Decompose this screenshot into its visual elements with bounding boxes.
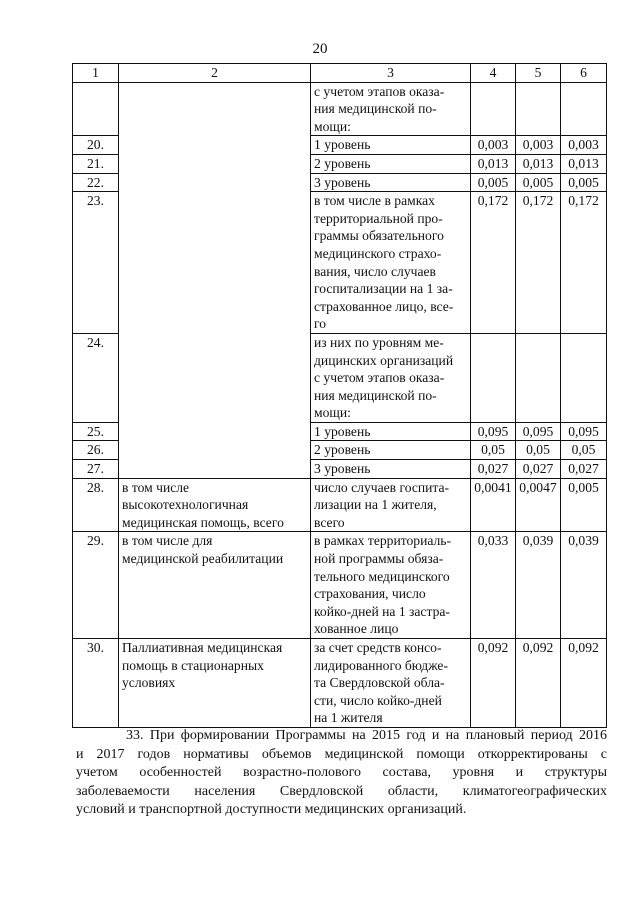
text-line: высокотехнологичная <box>122 497 249 513</box>
value-cell: 0,172 <box>516 192 561 334</box>
value-cell: 0,039 <box>561 532 607 639</box>
text-line: из них по уровням ме- <box>314 334 444 350</box>
text-line: с учетом этапов оказа- <box>314 83 445 99</box>
text-line: ной программы обяза- <box>314 551 444 567</box>
text-line: граммы обязательного <box>314 228 444 244</box>
text-line: территориальной про- <box>314 210 443 226</box>
text-line: на 1 жителя <box>314 710 383 726</box>
row-number-cell: 27. <box>73 460 119 479</box>
value-cell <box>471 333 516 422</box>
text-line: всего <box>314 514 345 530</box>
row-number-cell: 25. <box>73 422 119 441</box>
description-cell: 3 уровень <box>311 460 471 479</box>
description-cell <box>311 639 471 728</box>
value-cell: 0,172 <box>561 192 607 334</box>
text-line: число случаев госпита- <box>314 479 450 495</box>
row-number-cell: 23. <box>73 192 119 334</box>
merged-label-cell <box>119 82 311 478</box>
text-line: та Свердловской обла- <box>314 675 445 691</box>
table-header-row <box>73 64 607 83</box>
text-line: тельного медицинского <box>314 568 450 584</box>
value-cell <box>516 333 561 422</box>
header-cell: 5 <box>516 64 561 83</box>
value-cell: 0,095 <box>471 422 516 441</box>
text-line: помощь в стационарных <box>122 657 264 673</box>
paragraph-line: условий и транспортной доступности медицинских организаций. <box>76 802 467 817</box>
header-cell: 2 <box>119 64 311 83</box>
text-line: в том числе в рамках <box>314 193 435 209</box>
label-cell <box>119 639 311 728</box>
table-row <box>73 639 607 728</box>
value-cell <box>471 82 516 136</box>
paragraph-line: учетом особенностей возрастно-полового состава, уровня и структуры <box>76 765 607 780</box>
label-cell <box>119 532 311 639</box>
value-cell <box>561 82 607 136</box>
row-number-cell: 24. <box>73 333 119 422</box>
row-number-cell: 30. <box>73 639 119 728</box>
paragraph-line: и 2017 годов нормативы объемов медицинской помощи откорректированы с <box>76 746 607 762</box>
page-number: 20 <box>312 41 328 57</box>
text-line: хованное лицо <box>314 621 399 637</box>
value-cell: 0,005 <box>561 478 607 532</box>
header-cell: 4 <box>471 64 516 83</box>
text-line: страхования, число <box>314 586 426 602</box>
value-cell: 0,092 <box>471 639 516 728</box>
table-row <box>73 532 607 639</box>
description-cell: 3 уровень <box>311 173 471 192</box>
text-line: страхованное лицо, все- <box>314 298 454 314</box>
value-cell: 0,003 <box>471 136 516 155</box>
text-line: в том числе <box>122 479 190 495</box>
value-cell: 0,005 <box>561 173 607 192</box>
value-cell: 0,0041 <box>471 478 516 532</box>
text-line: медицинской реабилитации <box>122 551 284 567</box>
value-cell: 0,013 <box>516 154 561 173</box>
value-cell: 0,005 <box>471 173 516 192</box>
row-number-cell: 22. <box>73 173 119 192</box>
description-cell <box>311 192 471 334</box>
description-cell: 2 уровень <box>311 154 471 173</box>
text-line: медицинская помощь, всего <box>122 514 284 530</box>
value-cell: 0,092 <box>561 639 607 728</box>
text-line: ния медицинской по- <box>314 387 437 403</box>
text-line: медицинского страхо- <box>314 245 442 261</box>
header-cell: 3 <box>311 64 471 83</box>
row-number-cell: 29. <box>73 532 119 639</box>
value-cell: 0,013 <box>471 154 516 173</box>
text-line: мощи: <box>314 405 351 421</box>
value-cell: 0,05 <box>471 441 516 460</box>
table-row <box>73 82 607 136</box>
description-cell <box>311 82 471 136</box>
value-cell: 0,095 <box>516 422 561 441</box>
text-line: вания, число случаев <box>314 263 436 279</box>
header-cell: 1 <box>73 64 119 83</box>
text-line: за счет средств консо- <box>314 640 442 655</box>
value-cell: 0,033 <box>471 532 516 639</box>
paragraph-line: заболеваемости населения Свердловской области, климатогеографических <box>76 783 607 799</box>
value-cell: 0,172 <box>471 192 516 334</box>
value-cell: 0,0047 <box>516 478 561 532</box>
text-line: госпитализации на 1 за- <box>314 281 453 297</box>
description-cell <box>311 478 471 532</box>
text-line: сти, число койко-дней <box>314 692 442 708</box>
value-cell: 0,013 <box>561 154 607 173</box>
value-cell: 0,027 <box>471 460 516 479</box>
value-cell <box>516 82 561 136</box>
table-row <box>73 478 607 532</box>
label-cell <box>119 478 311 532</box>
paragraph-33 <box>76 727 607 820</box>
description-cell: 1 уровень <box>311 422 471 441</box>
text-line: с учетом этапов оказа- <box>314 370 445 386</box>
value-cell: 0,003 <box>561 136 607 155</box>
value-cell: 0,05 <box>516 441 561 460</box>
row-number-cell: 20. <box>73 136 119 155</box>
text-line: мощи: <box>314 118 351 134</box>
value-cell: 0,005 <box>516 173 561 192</box>
text-line: койко-дней на 1 застра- <box>314 603 450 619</box>
value-cell: 0,095 <box>561 422 607 441</box>
text-line: условиях <box>122 675 176 691</box>
value-cell: 0,039 <box>516 532 561 639</box>
description-cell: 1 уровень <box>311 136 471 155</box>
row-number-cell: 26. <box>73 441 119 460</box>
text-line: в рамках территориаль- <box>314 533 452 549</box>
text-line: лизации на 1 жителя, <box>314 497 437 513</box>
value-cell: 0,003 <box>516 136 561 155</box>
value-cell: 0,05 <box>561 441 607 460</box>
description-cell <box>311 333 471 422</box>
value-cell: 0,027 <box>516 460 561 479</box>
text-line: ния медицинской по- <box>314 101 437 117</box>
description-cell <box>311 532 471 639</box>
paragraph-line: 33. При формировании Программы на 2015 год и на плановый период 2016 <box>126 728 607 743</box>
text-line: лидированного бюдже- <box>314 657 448 673</box>
header-cell: 6 <box>561 64 607 83</box>
description-cell: 2 уровень <box>311 441 471 460</box>
text-line: Паллиативная медицинская <box>122 640 283 655</box>
value-cell <box>561 333 607 422</box>
text-line: в том числе для <box>122 533 213 549</box>
norms-table <box>72 63 607 728</box>
value-cell: 0,092 <box>516 639 561 728</box>
row-number-cell: 21. <box>73 154 119 173</box>
row-number-cell <box>73 82 119 136</box>
value-cell: 0,027 <box>561 460 607 479</box>
text-line: дицинских организаций <box>314 352 454 368</box>
row-number-cell: 28. <box>73 478 119 532</box>
text-line: го <box>314 316 327 332</box>
